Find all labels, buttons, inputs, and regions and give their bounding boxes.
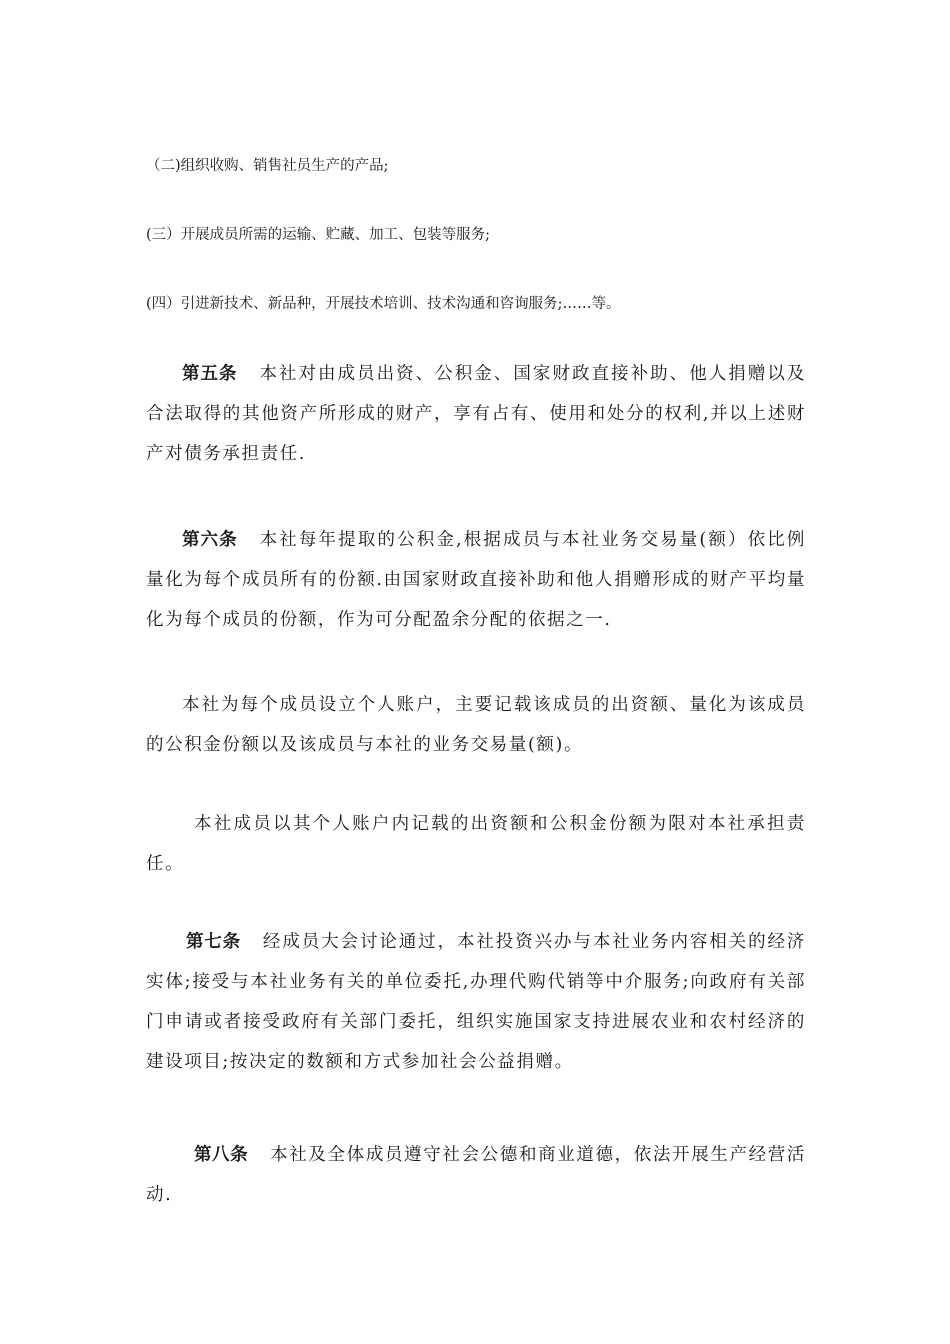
article-6	[146, 520, 806, 640]
article-6-label: 第六条	[182, 530, 238, 550]
article-8	[146, 1135, 806, 1215]
article-6-text: 本社每年提取的公积金,根据成员与本社业务交易量(额）依比例量化为每个成员所有的份额.由国家财政直接补助和他人捐赠形成的财产平均量化为每个成员的份额，作为可分配盈余分配的依据之一.	[146, 530, 806, 630]
article-7	[146, 922, 806, 1082]
article-6-paragraph-3: 本社成员以其个人账户内记载的出资额和公积金份额为限对本社承担责任。	[146, 814, 806, 874]
article-7-label: 第七条	[186, 932, 241, 952]
list-item-2: （二)组织收购、销售社员生产的产品;	[146, 158, 389, 174]
list-item-4: (四）引进新技术、新品种，开展技术培训、技术沟通和咨询服务;……等。	[146, 296, 621, 312]
article-5-label: 第五条	[182, 364, 238, 384]
article-8-text: 本社及全体成员遵守社会公德和商业道德，依法开展生产经营活动.	[146, 1145, 806, 1205]
list-item-3: (三）开展成员所需的运输、贮藏、加工、包装等服务;	[146, 227, 491, 243]
article-5-text: 本社对由成员出资、公积金、国家财政直接补助、他人捐赠以及合法取得的其他资产所形成的财产，享有占有、使用和处分的权利,并以上述财产对债务承担责任.	[146, 364, 806, 464]
article-8-label: 第八条	[194, 1145, 249, 1165]
article-7-text: 经成员大会讨论通过，本社投资兴办与本社业务内容相关的经济实体;接受与本社业务有关的单位委托,办理代购代销等中介服务;向政府有关部门申请或者接受政府有关部门委托，组织实施国家支持进展农业和农村经济的建设项目;按决定的数额和方式参加社会公益捐赠。	[146, 932, 806, 1072]
article-5	[146, 354, 806, 474]
article-6-paragraph-2: 本社为每个成员设立个人账户，主要记载该成员的出资额、量化为该成员的公积金份额以及该成员与本社的业务交易量(额)。	[146, 695, 806, 755]
